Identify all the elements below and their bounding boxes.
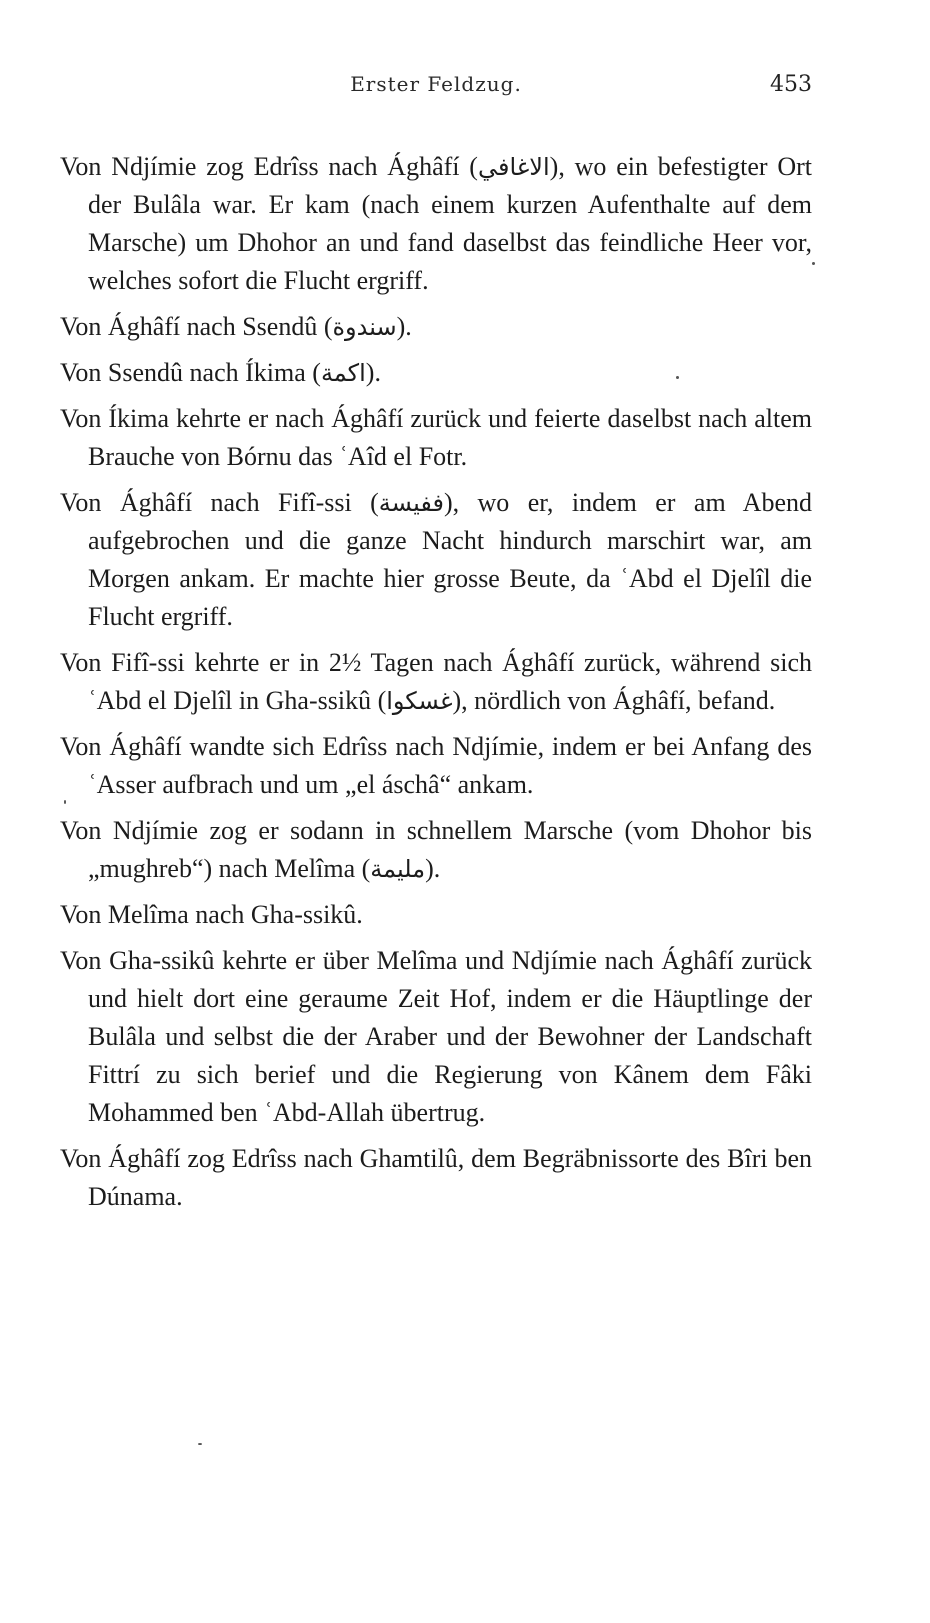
arabic-place-name: الاغافي: [477, 153, 550, 181]
paragraph-text: Von Fifî-ssi kehrte er in 2½ Tagen nach Ághâfí zurück, während sich ʿAbd el Djelîl in Gha-ssikû (: [60, 648, 812, 715]
paragraph-text: Von Íkima kehrte er nach Ághâfí zurück und feierte daselbst nach altem Brauche von Bórnu das ʿAîd el Fotr.: [60, 404, 812, 471]
print-speck: [64, 800, 66, 804]
print-speck: [812, 262, 815, 265]
page-number: 453: [770, 72, 812, 97]
paragraph: [60, 812, 812, 888]
paragraph: [60, 942, 812, 1132]
paragraph: [60, 1140, 812, 1216]
arabic-place-name: غسكوا: [386, 687, 453, 715]
paragraph-text-continued: ), wo ein befestigter Ort der Bulâla war. Er kam (nach einem kurzen Aufenthalte auf dem Marsche) um Dhohor an und fand daselbst das feindliche Heer vor, welches sofort die Flucht ergriff.: [88, 152, 812, 295]
paragraph: [60, 400, 812, 476]
paragraph: [60, 354, 812, 392]
paragraph-text: Von Ssendû nach Íkima (: [60, 358, 321, 387]
running-title: Erster Feldzug.: [350, 72, 522, 96]
paragraph-text: Von Ndjímie zog er sodann in schnellem Marsche (vom Dhohor bis „mughreb“) nach Melîma (: [60, 816, 812, 883]
paragraph: [60, 728, 812, 804]
paragraph-text: Von Gha-ssikû kehrte er über Melîma und Ndjímie nach Ághâfí zurück und hielt dort eine geraume Zeit Hof, indem er die Häuptlinge der Bulâla und selbst die der Araber und der Bewohner der Landschaft Fittrí zu sich berief und die Regierung von Kânem dem Fâki Mohammed ben ʿAbd-Allah übertrug.: [60, 946, 812, 1127]
print-speck: [198, 1443, 202, 1445]
arabic-place-name: اكمة: [320, 359, 366, 387]
paragraph-text-continued: ), wo er, indem er am Abend aufgebrochen und die ganze Nacht hindurch marschirt war, am Morgen ankam. Er machte hier grosse Beute, da ʿAbd el Djelîl die Flucht ergriff.: [88, 488, 812, 631]
print-speck: [676, 376, 679, 379]
paragraph: [60, 308, 812, 346]
page-header: [60, 72, 812, 112]
paragraph: [60, 148, 812, 300]
paragraph-text: Von Ndjímie zog Edrîss nach Ághâfí (: [60, 152, 478, 181]
paragraph: [60, 896, 812, 934]
arabic-place-name: سندوة: [332, 313, 397, 341]
paragraph-text-continued: ).: [396, 312, 412, 341]
paragraph-text: Von Ághâfí zog Edrîss nach Ghamtilû, dem Begräbnissorte des Bîri ben Dúnama.: [60, 1144, 812, 1211]
page-body: [60, 148, 812, 1224]
arabic-place-name: ففيسة: [378, 489, 444, 517]
paragraph: [60, 644, 812, 720]
paragraph: [60, 484, 812, 636]
paragraph-text: Von Ághâfí nach Fifî-ssi (: [60, 488, 379, 517]
paragraph-text-continued: ).: [425, 854, 441, 883]
paragraph-text: Von Ághâfí wandte sich Edrîss nach Ndjímie, indem er bei Anfang des ʿAsser aufbrach und um „el áschâ“ ankam.: [60, 732, 812, 799]
paragraph-text-continued: ), nördlich von Ághâfí, befand.: [452, 686, 776, 715]
paragraph-text-continued: ).: [365, 358, 381, 387]
arabic-place-name: مليمة: [370, 855, 426, 883]
paragraph-text: Von Melîma nach Gha-ssikû.: [60, 900, 363, 929]
paragraph-text: Von Ághâfí nach Ssendû (: [60, 312, 333, 341]
